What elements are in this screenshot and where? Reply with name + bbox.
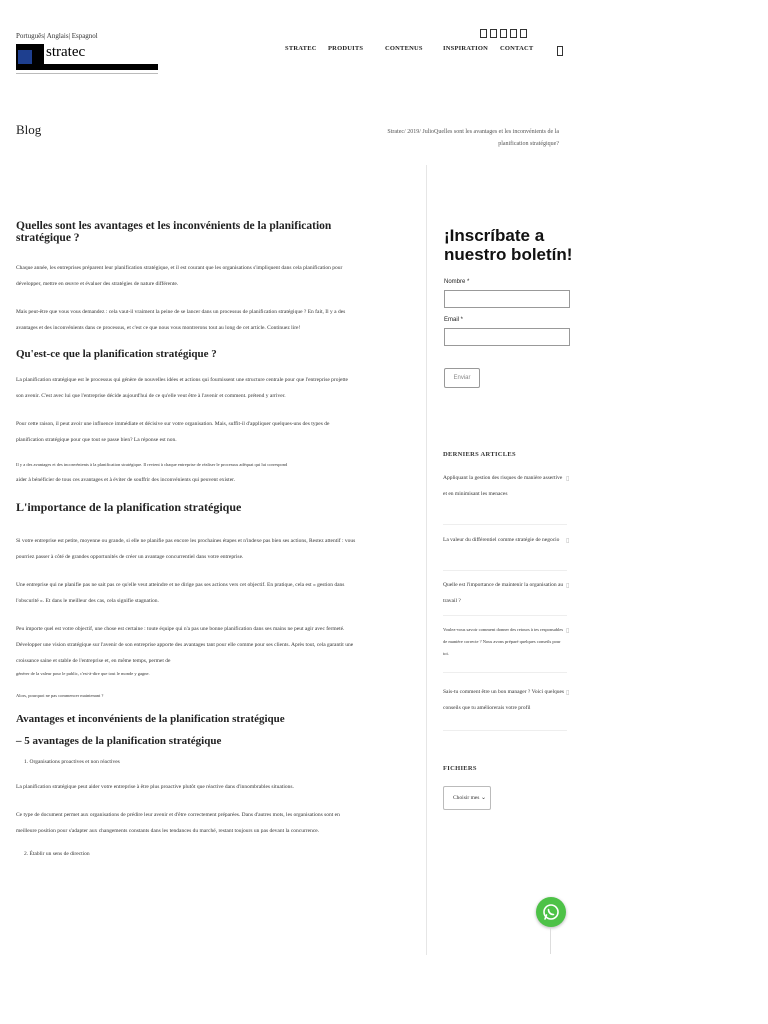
recent-post-link[interactable]: Appliquant la gestion des risques de manière assertive et en minimisant les menaces <box>443 470 567 525</box>
newsletter-title: ¡Inscríbate a nuestro boletín! <box>444 226 573 264</box>
logo-mark <box>18 50 32 64</box>
article-title: Quelles sont les avantages et les inconvénients de la planification stratégique ? <box>16 220 332 244</box>
recent-post-link[interactable]: Quelle est l'importance de maintenir la organisation au travail ? <box>443 577 567 616</box>
send-button[interactable]: Enviar <box>444 368 480 388</box>
youtube-icon[interactable] <box>510 29 517 38</box>
email-label: Email * <box>444 317 464 323</box>
logo[interactable] <box>16 44 158 73</box>
divider <box>550 928 551 954</box>
paragraph: générer de la valeur pour le public, c'est-à-dire que tout le monde y gagne. <box>16 671 150 676</box>
paragraph: Ce type de document permet aux organisations de prédire leur avenir et d'être correctement préparées. Dans d'autres mots, les organisations sont en meilleure position pour s'adapter aux changements constants dans les tendances du marché, restant toujours un pas devant la concurrence. <box>16 812 340 834</box>
section-heading: – 5 avantages de la planification stratégique <box>16 735 222 747</box>
post-icon: ▯ <box>566 628 570 634</box>
whatsapp-icon <box>542 903 560 921</box>
column-divider <box>426 165 427 955</box>
recent-post-link[interactable]: Sais-tu comment être un bon manager ? Voici quelques conseils que tu améliorerais votre profil <box>443 684 567 731</box>
post-icon: ▯ <box>566 583 570 589</box>
instagram-icon[interactable] <box>490 29 497 38</box>
post-icon: ▯ <box>566 476 570 482</box>
paragraph: Pour cette raison, il peut avoir une influence immédiate et décisive sur votre organisation. Mais, suffit-il d'appliquer quelques-uns des types de planification stratégique pour que tout se passe bien? La réponse est non. <box>16 421 330 443</box>
name-label: Nombre * <box>444 279 470 285</box>
paragraph: Peu importe quel est votre objectif, une chose est certaine : toute équipe qui n'a pas une bonne planification dans ses mains ne peut agir avec fermeté. Développer une vision stratégique sur l'avenir de son entreprise apporte des avantages tant pour elle comme pour ses clients. Après tout, cela garantit une croissance saine et stable de l'entreprise et, en même temps, permet de <box>16 626 354 664</box>
paragraph: Mais peut-être que vous vous demandez : cela vaut-il vraiment la peine de se lancer dans un processus de planification stratégique ? En fait, Il y a des avantages et des inconvénients dans ce processus, et c'est ce que nous vous montrerons tout au long de cet article. Continuez lire! <box>16 309 346 331</box>
recent-post-link[interactable]: La valeur du différentiel comme stratégie de negocio <box>443 532 567 571</box>
whatsapp-button[interactable] <box>536 897 566 927</box>
nav-contact[interactable]: CONTACT <box>500 45 534 52</box>
nav-produits[interactable]: PRODUITS <box>328 45 364 52</box>
list-item: 2. Établir un sens de direction <box>24 851 90 857</box>
social-links <box>480 29 527 38</box>
paragraph: La planification stratégique est le processus qui génère de nouvelles idées et actions qui fournissent une structure centrale pour que l'entreprise projette son avenir. C'est avec lui que l'entreprise décide aujourd'hui de ce qu'elle veut être à l'avenir et comment. prétend y arriver. <box>16 377 348 399</box>
recent-posts-heading: DERNIERS ARTICLES <box>443 451 516 458</box>
facebook-icon[interactable] <box>480 29 487 38</box>
recent-post-link[interactable]: Voulez-vous savoir comment donner des retours à tes responsables de manière correcte ? Nous avons préparé quelques conseils pour toi. <box>443 624 567 673</box>
files-heading: FICHIERS <box>443 765 477 772</box>
nav-stratec[interactable]: STRATEC <box>285 45 317 52</box>
paragraph: Alors, pourquoi ne pas commencer maintenant ? <box>16 693 104 698</box>
post-icon: ▯ <box>566 538 570 544</box>
select-value: Choisir mes <box>453 795 480 801</box>
logo-text: stratec <box>44 44 158 64</box>
paragraph: La planification stratégique peut aider votre entreprise à être plus proactive plutôt que réactive dans d'innombrables situations. <box>16 784 294 790</box>
paragraph: Chaque année, les entreprises préparent leur planification stratégique, et il est courant que les organisations s'impliquent dans cela planification pour développer, mettre en œuvre et évaluer des stratégies de nature différente. <box>16 265 343 287</box>
section-heading: Qu'est-ce que la planification stratégique ? <box>16 348 217 360</box>
paragraph: Si votre entreprise est petite, moyenne ou grande, si elle ne planifie pas encore les prochaines étapes et n'indexe pas bien ses actions, Restez attentif : vous pourriez passer à côté de grandes opportunités de créer un avantage concurrentiel dans votre entreprise. <box>16 538 356 560</box>
paragraph: Une entreprise qui ne planifie pas ne sait pas ce qu'elle veut atteindre et ne dirige pas ses actions vers cet objectif. En pratique, cela est « gestion dans l'obscurité ». Et dans le meilleur des cas, cela signifie stagnation. <box>16 582 345 604</box>
section-heading: L'importance de la planification stratégique <box>16 500 242 514</box>
twitter-icon[interactable] <box>520 29 527 38</box>
paragraph: Il y a des avantages et des inconvénients à la planification stratégique. Il revient à chaque entreprise de réaliser le processus adéquat qui lui correspond <box>16 462 288 467</box>
section-heading: Avantages et inconvénients de la planification stratégique <box>16 713 285 725</box>
nav-contenus[interactable]: CONTENUS <box>385 45 423 52</box>
linkedin-icon[interactable] <box>500 29 507 38</box>
breadcrumb[interactable]: Stratec/ 2019/ JulioQuelles sont les avantages et les inconvénients de la planification stratégique? <box>387 129 559 147</box>
archives-select[interactable] <box>443 786 491 810</box>
chevron-down-icon: ⌄ <box>480 795 486 801</box>
search-icon[interactable] <box>557 46 563 56</box>
list-item: 1. Organisations proactives et non réactives <box>24 759 120 765</box>
paragraph: aider à bénéficier de tous ces avantages et à éviter de souffrir des inconvénients qui peuvent exister. <box>16 477 236 483</box>
article <box>16 220 356 871</box>
page-title: Blog <box>16 122 42 137</box>
language-switcher[interactable]: Português| Anglais| Espagnol <box>16 32 98 40</box>
email-field[interactable] <box>444 328 570 346</box>
name-field[interactable] <box>444 290 570 308</box>
post-icon: ▯ <box>566 690 570 696</box>
nav-inspiration[interactable]: INSPIRATION <box>443 45 489 52</box>
